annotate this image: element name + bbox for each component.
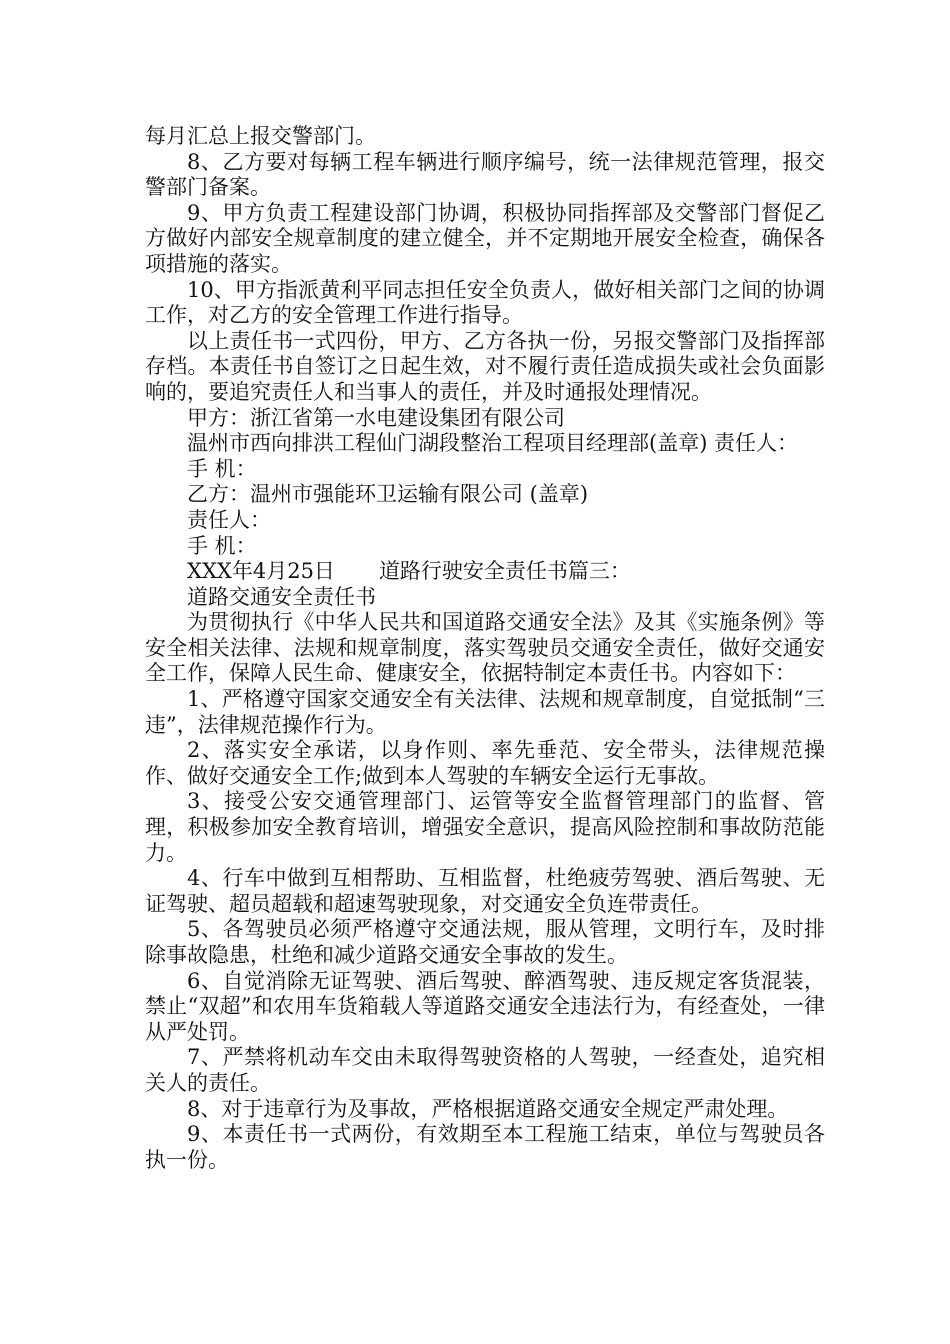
document-page [145, 124, 825, 1173]
clause-9: 9、本责任书一式两份，有效期至本工程施工结束，单位与驾驶员各执一份。 [145, 1122, 825, 1172]
party-b-name: 乙方：温州市强能环卫运输有限公司 (盖章) [187, 482, 589, 507]
paragraph-continuation: 每月汇总上报交警部门。 [145, 124, 376, 148]
party-b-responsible: 责任人： [187, 507, 271, 532]
sign-date: XXX年4月25日 [187, 559, 335, 584]
clause-3: 3、接受公安交通管理部门、运管等安全监督管理部门的监督、管理，积极参加安全教育培训，增强安全意识，提高风险控制和事故防范能力。 [145, 789, 825, 865]
document-title: 道路交通安全责任书 [187, 584, 376, 609]
paragraph-item-10: 10、甲方指派黄利平同志担任安全负责人，做好相关部门之间的协调工作，对乙方的安全管理工作进行指导。 [145, 277, 825, 328]
clause-7: 7、严禁将机动车交由未取得驾驶资格的人驾驶，一经查处，追究相关人的责任。 [145, 1045, 825, 1095]
date-heading-line [145, 559, 825, 585]
paragraph-item-9: 9、甲方负责工程建设部门协调，积极协同指挥部及交警部门督促乙方做好内部安全规章制度的建立健全，并不定期地开展安全检查，确保各项措施的落实。 [145, 200, 825, 276]
party-a-name: 甲方：浙江省第一水电建设集团有限公司 [187, 405, 565, 430]
clause-4: 4、行车中做到互相帮助、互相监督，杜绝疲劳驾驶、酒后驾驶、无证驾驶、超员超载和超速驾驶现象，对交通安全负连带责任。 [145, 866, 825, 916]
clause-8: 8、对于违章行为及事故，严格根据道路交通安全规定严肃处理。 [187, 1096, 789, 1121]
section-heading: 道路行驶安全责任书篇三： [378, 559, 631, 584]
clause-6: 6、自觉消除无证驾驶、酒后驾驶、醉酒驾驶、违反规定客货混装，禁止“双超”和农用车货箱载人等道路交通安全违法行为，有经查处，一律从严处罚。 [145, 968, 825, 1044]
paragraph-copies: 以上责任书一式四份，甲方、乙方各执一份，另报交警部门及指挥部存档。本责任书自签订之日起生效，对不履行责任造成损失或社会负面影响的，要追究责任人和当事人的责任，并及时通报处理情况。 [145, 328, 825, 404]
party-a-department: 温州市西向排洪工程仙门湖段整治工程项目经理部(盖章) 责任人： [187, 431, 799, 456]
party-b-phone: 手 机： [187, 533, 257, 558]
paragraph-item-8: 8、乙方要对每辆工程车辆进行顺序编号，统一法律规范管理，报交警部门备案。 [145, 149, 825, 200]
clause-1: 1、严格遵守国家交通安全有关法律、法规和规章制度，自觉抵制“三违”，法律规范操作行为。 [145, 687, 825, 737]
party-a-phone: 手 机： [187, 456, 257, 481]
clause-5: 5、各驾驶员必须严格遵守交通法规，服从管理，文明行车，及时排除事故隐患，杜绝和减少道路交通安全事故的发生。 [145, 917, 825, 967]
paragraph-intro: 为贯彻执行《中华人民共和国道路交通安全法》及其《实施条例》等安全相关法律、法规和规章制度，落实驾驶员交通安全责任，做好交通安全工作，保障人民生命、健康安全，依据特制定本责任书。内容如下： [145, 610, 825, 686]
clause-2: 2、落实安全承诺，以身作则、率先垂范、安全带头，法律规范操作、做好交通安全工作;做到本人驾驶的车辆安全运行无事故。 [145, 738, 825, 788]
